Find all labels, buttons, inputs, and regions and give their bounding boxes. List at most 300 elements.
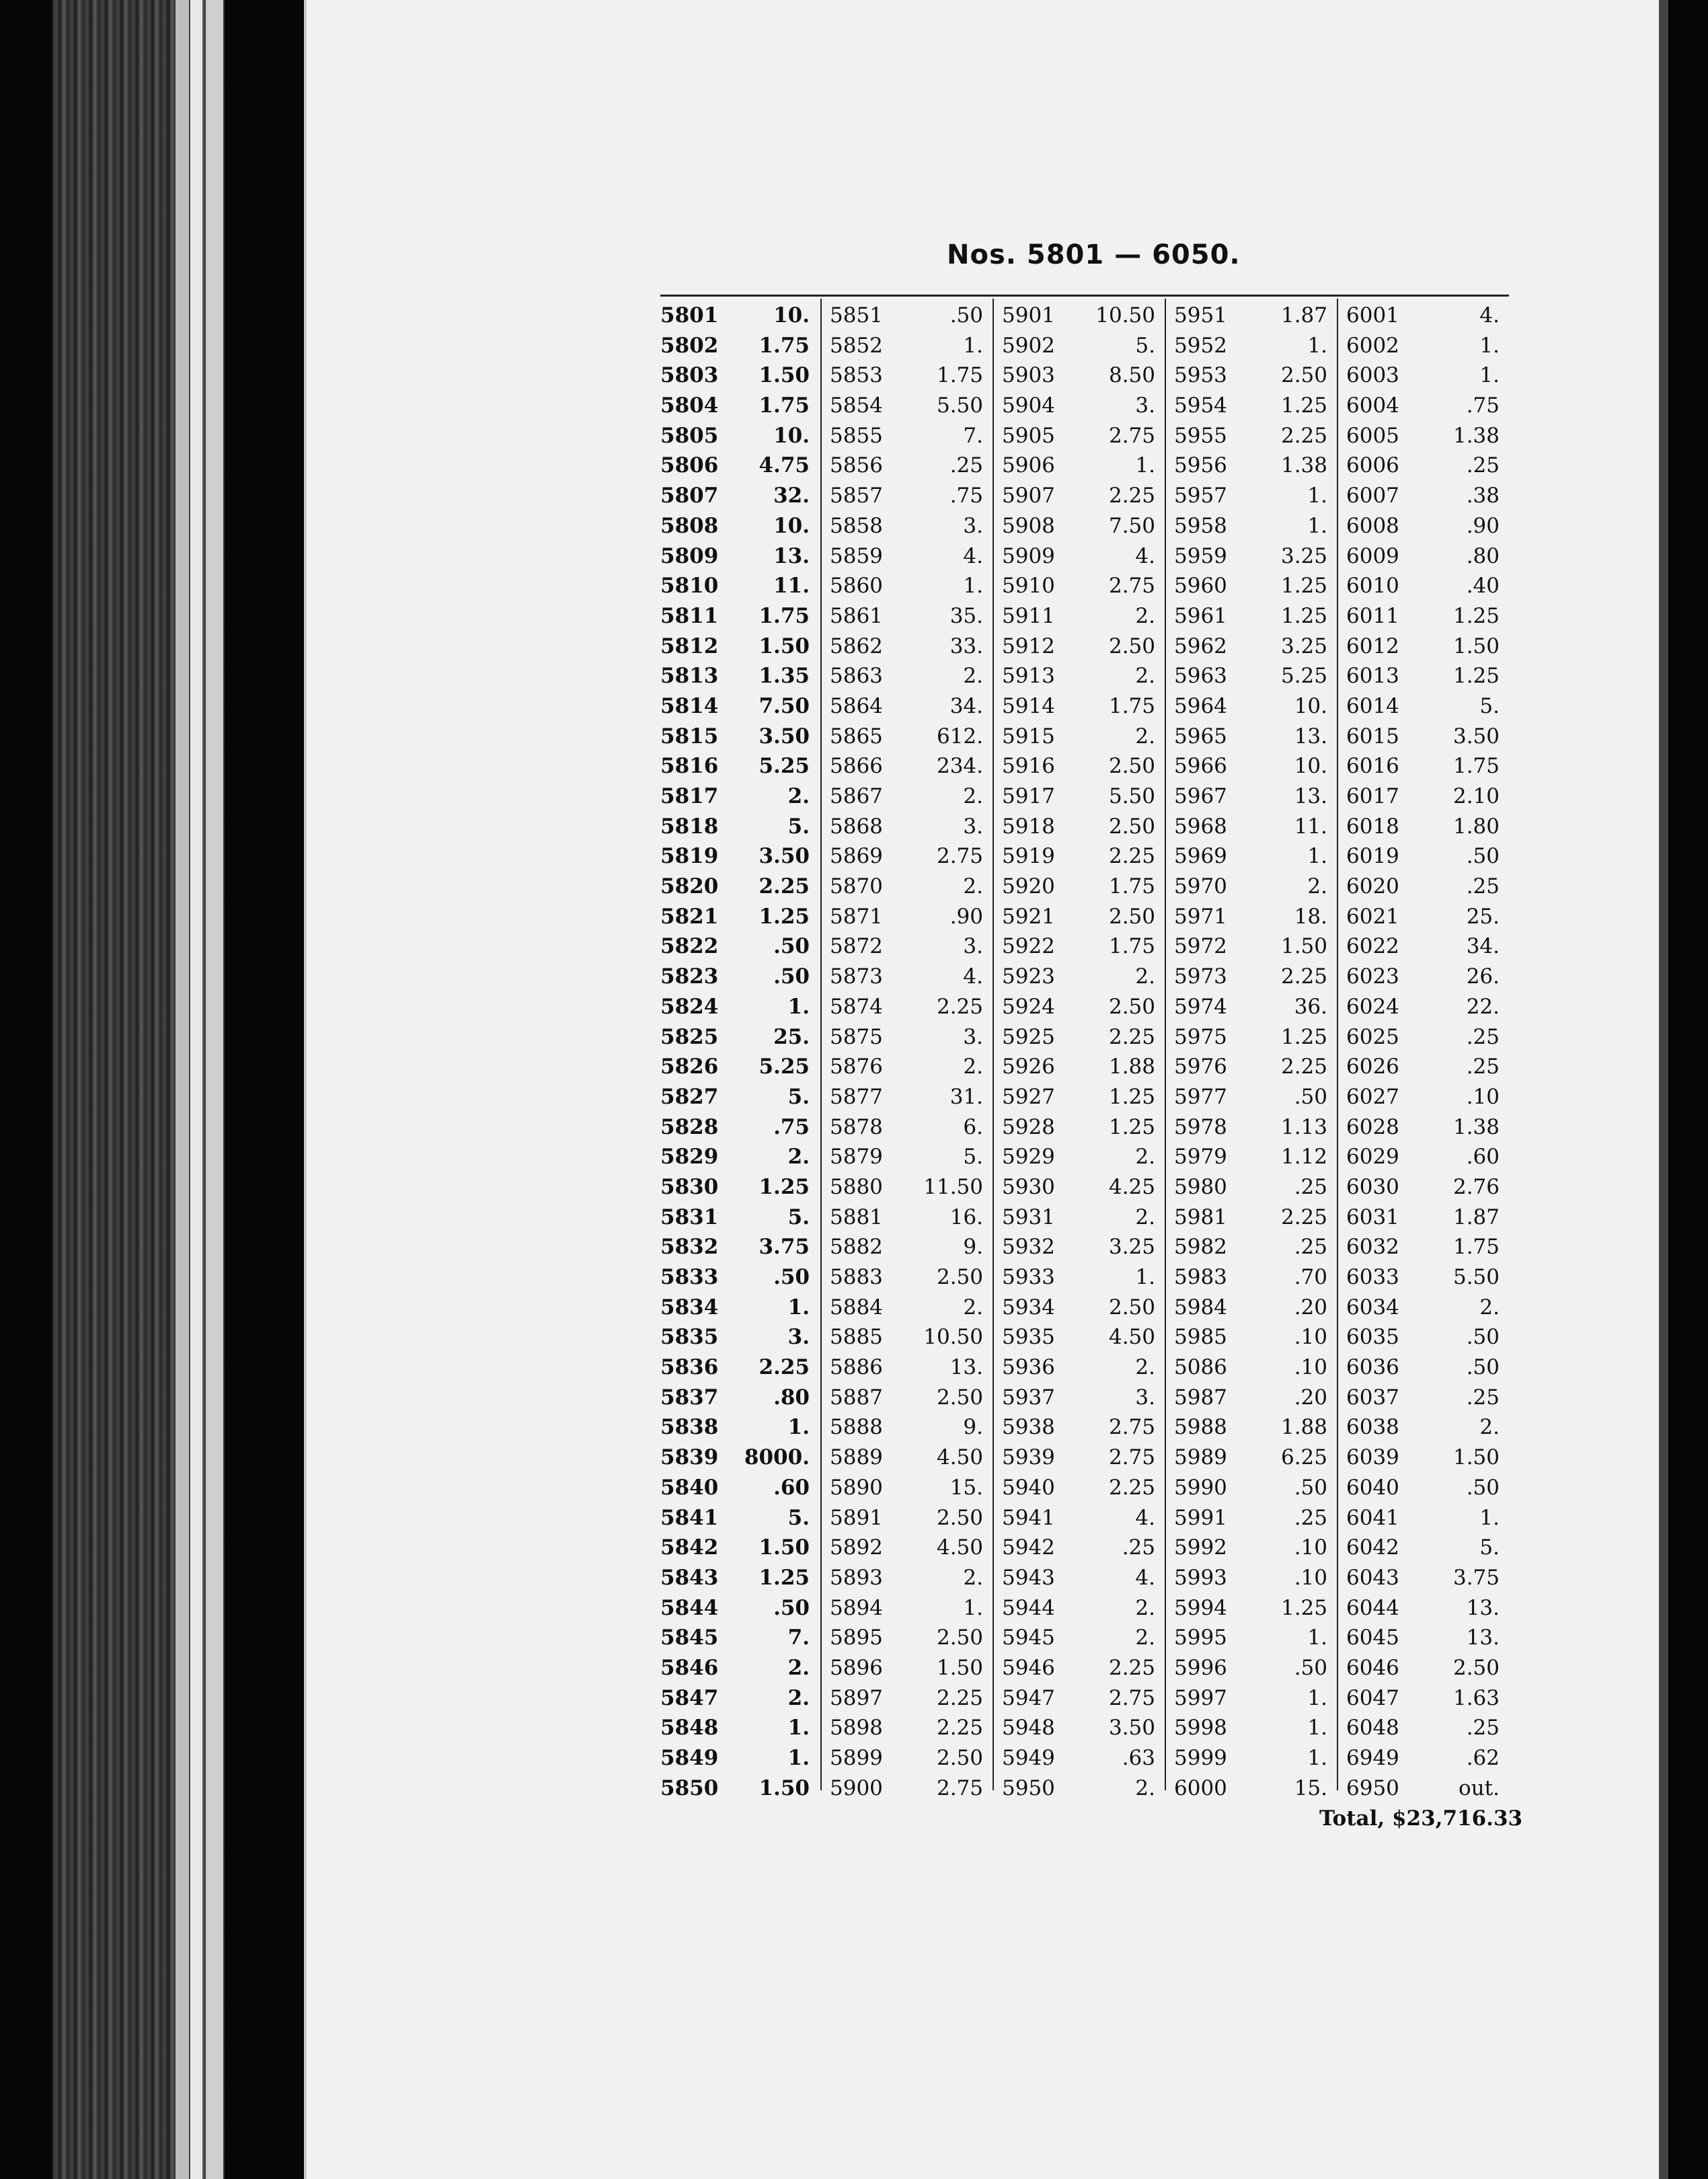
table-row xyxy=(1174,1683,1333,1714)
table-row xyxy=(1002,1563,1161,1593)
table-row xyxy=(660,962,815,992)
table-row xyxy=(1174,1773,1333,1804)
table-row xyxy=(1174,751,1333,781)
entry-number: 5952 xyxy=(1174,333,1227,358)
entry-number: 5871 xyxy=(830,904,883,929)
entry-amount: 2. xyxy=(963,874,983,899)
entry-amount: 2. xyxy=(1135,1145,1155,1170)
entry-amount: 5. xyxy=(1479,1535,1500,1560)
table-row xyxy=(1002,722,1161,752)
entry-amount: 34. xyxy=(1466,934,1500,959)
entry-number: 5860 xyxy=(830,574,883,599)
table-row xyxy=(1346,1412,1505,1443)
table-row xyxy=(660,1713,815,1743)
entry-amount: 2.50 xyxy=(936,1385,983,1410)
entry-number: 5930 xyxy=(1002,1174,1055,1199)
entry-number: 6030 xyxy=(1346,1174,1399,1199)
table-row xyxy=(830,962,988,992)
entry-amount: 3.50 xyxy=(759,724,810,749)
entry-number: 5934 xyxy=(1002,1295,1055,1320)
entry-amount: .25 xyxy=(1466,1716,1500,1741)
table-row xyxy=(1346,902,1505,932)
entry-amount: 1.75 xyxy=(759,333,810,358)
entry-number: 6025 xyxy=(1346,1024,1399,1049)
table-row xyxy=(660,421,815,451)
table-row xyxy=(1002,331,1161,361)
table-row xyxy=(1002,781,1161,812)
table-row xyxy=(1002,661,1161,691)
table-row xyxy=(830,722,988,752)
table-row xyxy=(1346,1082,1505,1112)
entry-amount: 7.50 xyxy=(759,693,810,718)
table-row xyxy=(830,1683,988,1714)
table-row xyxy=(1002,962,1161,992)
entry-number: 5951 xyxy=(1174,303,1227,328)
table-row xyxy=(660,541,815,572)
entry-number: 5876 xyxy=(830,1055,883,1079)
entry-amount: 1. xyxy=(787,994,810,1019)
table-row xyxy=(1002,1142,1161,1172)
table-row xyxy=(660,360,815,391)
entry-amount: 1. xyxy=(1307,333,1327,358)
entry-number: 5842 xyxy=(660,1535,719,1560)
table-row xyxy=(1346,601,1505,632)
entry-amount: 25. xyxy=(773,1024,810,1049)
table-row xyxy=(1346,872,1505,902)
entry-amount: 6. xyxy=(963,1114,983,1139)
entry-number: 5820 xyxy=(660,874,719,899)
entry-number: 5969 xyxy=(1174,844,1227,869)
entry-amount: 1.75 xyxy=(759,393,810,418)
table-row xyxy=(660,1773,815,1804)
entry-amount: 3.75 xyxy=(759,1235,810,1260)
table-row xyxy=(830,1142,988,1172)
entry-amount: 2.25 xyxy=(1280,1055,1327,1079)
entry-number: 6020 xyxy=(1346,874,1399,899)
table-row xyxy=(660,781,815,812)
entry-number: 5804 xyxy=(660,393,719,418)
entry-number: 5852 xyxy=(830,333,883,358)
entry-amount: 1. xyxy=(1479,363,1500,388)
entry-amount: 1. xyxy=(1135,1265,1155,1289)
table-row xyxy=(830,360,988,391)
table-row xyxy=(1002,1503,1161,1533)
entry-number: 5973 xyxy=(1174,964,1227,989)
entry-number: 5900 xyxy=(830,1775,883,1800)
table-row xyxy=(830,541,988,572)
page-edge-strip xyxy=(176,0,189,2179)
entry-amount: .62 xyxy=(1466,1746,1500,1770)
table-row xyxy=(1002,1683,1161,1714)
entry-amount: 5.25 xyxy=(1280,664,1327,689)
entry-number: 5992 xyxy=(1174,1535,1227,1560)
entry-amount: 3.25 xyxy=(1280,543,1327,568)
table-row xyxy=(1002,1022,1161,1053)
table-row xyxy=(830,1443,988,1473)
entry-amount: .50 xyxy=(949,303,983,328)
entry-number: 5989 xyxy=(1174,1445,1227,1470)
entry-amount: 1.25 xyxy=(1280,1595,1327,1620)
entry-number: 5938 xyxy=(1002,1415,1055,1440)
entry-amount: .40 xyxy=(1466,574,1500,599)
table-row xyxy=(1346,691,1505,722)
table-row xyxy=(660,571,815,601)
entry-number: 5863 xyxy=(830,664,883,689)
entry-amount: 2. xyxy=(787,784,810,808)
entry-amount: 9. xyxy=(963,1235,983,1260)
table-row xyxy=(1346,1773,1505,1804)
entry-amount: 2. xyxy=(1135,664,1155,689)
table-row xyxy=(1346,632,1505,662)
entry-amount: 5. xyxy=(1135,333,1155,358)
entry-number: 5802 xyxy=(660,333,719,358)
entry-amount: 1.75 xyxy=(1452,1235,1500,1260)
entry-number: 5819 xyxy=(660,844,719,869)
entry-number: 5872 xyxy=(830,934,883,959)
entry-number: 5925 xyxy=(1002,1024,1055,1049)
table-row xyxy=(1346,421,1505,451)
ledger-column xyxy=(660,301,815,1800)
entry-number: 5920 xyxy=(1002,874,1055,899)
table-row xyxy=(830,601,988,632)
entry-amount: 2. xyxy=(963,1565,983,1590)
table-row xyxy=(1002,1473,1161,1503)
entry-amount: .50 xyxy=(1466,1475,1500,1500)
table-row xyxy=(1002,691,1161,722)
entry-amount: .70 xyxy=(1294,1265,1327,1289)
entry-number: 5961 xyxy=(1174,603,1227,628)
entry-amount: 2.25 xyxy=(1280,423,1327,448)
entry-amount: 2.25 xyxy=(936,1685,983,1710)
entry-amount: 2. xyxy=(1135,1355,1155,1380)
entry-number: 6002 xyxy=(1346,333,1399,358)
table-row xyxy=(1346,1202,1505,1233)
entry-number: 6036 xyxy=(1346,1355,1399,1380)
entry-number: 6012 xyxy=(1346,634,1399,658)
entry-amount: 2. xyxy=(963,1055,983,1079)
entry-number: 5924 xyxy=(1002,994,1055,1019)
entry-number: 5885 xyxy=(830,1325,883,1350)
entry-number: 5926 xyxy=(1002,1055,1055,1079)
entry-amount: 3. xyxy=(963,934,983,959)
entry-amount: 2.25 xyxy=(759,874,810,899)
entry-amount: .10 xyxy=(1294,1565,1327,1590)
entry-number: 5907 xyxy=(1002,484,1055,508)
entry-amount: 5.50 xyxy=(1452,1265,1500,1289)
entry-amount: 1.75 xyxy=(1452,754,1500,779)
entry-number: 5949 xyxy=(1002,1746,1055,1770)
entry-number: 5837 xyxy=(660,1385,719,1410)
entry-amount: 15. xyxy=(949,1475,983,1500)
entry-amount: 1.25 xyxy=(1108,1114,1155,1139)
table-row xyxy=(1174,360,1333,391)
entry-amount: 1.35 xyxy=(759,664,810,689)
table-row xyxy=(660,1202,815,1233)
entry-number: 5847 xyxy=(660,1685,719,1710)
entry-amount: .25 xyxy=(1294,1174,1327,1199)
table-row xyxy=(1174,722,1333,752)
table-row xyxy=(1174,1082,1333,1112)
table-row xyxy=(1002,1352,1161,1383)
column-divider xyxy=(1337,299,1338,1790)
table-row xyxy=(1002,541,1161,572)
entry-number: 6035 xyxy=(1346,1325,1399,1350)
entry-number: 5868 xyxy=(830,814,883,839)
entry-amount: .63 xyxy=(1122,1746,1155,1770)
table-row xyxy=(1346,992,1505,1022)
entry-number: 6034 xyxy=(1346,1295,1399,1320)
table-row xyxy=(660,722,815,752)
entry-number: 5977 xyxy=(1174,1084,1227,1109)
entry-amount: 1.25 xyxy=(1280,393,1327,418)
entry-number: 5805 xyxy=(660,423,719,448)
entry-amount: 5. xyxy=(1479,693,1500,718)
entry-number: 6047 xyxy=(1346,1685,1399,1710)
entry-number: 5975 xyxy=(1174,1024,1227,1049)
entry-number: 5883 xyxy=(830,1265,883,1289)
entry-number: 6015 xyxy=(1346,724,1399,749)
column-divider xyxy=(1165,299,1166,1790)
table-row xyxy=(1346,451,1505,481)
table-row xyxy=(660,1443,815,1473)
entry-amount: .50 xyxy=(1294,1655,1327,1680)
entry-amount: 1.25 xyxy=(759,1565,810,1590)
table-row xyxy=(1174,1713,1333,1743)
entry-amount: 10.50 xyxy=(1095,303,1155,328)
table-row xyxy=(1346,1352,1505,1383)
table-row xyxy=(830,1773,988,1804)
entry-number: 5898 xyxy=(830,1716,883,1741)
table-row xyxy=(1174,421,1333,451)
entry-amount: 2. xyxy=(787,1685,810,1710)
entry-number: 5988 xyxy=(1174,1415,1227,1440)
entry-amount: 1. xyxy=(1307,844,1327,869)
entry-amount: .60 xyxy=(1466,1145,1500,1170)
entry-number: 5828 xyxy=(660,1114,719,1139)
table-row xyxy=(660,1412,815,1443)
entry-number: 5859 xyxy=(830,543,883,568)
table-row xyxy=(830,301,988,331)
table-row xyxy=(1346,391,1505,421)
entry-number: 6005 xyxy=(1346,423,1399,448)
entry-number: 6024 xyxy=(1346,994,1399,1019)
table-row xyxy=(1346,1172,1505,1202)
column-divider xyxy=(820,299,822,1790)
table-row xyxy=(1002,1533,1161,1563)
entry-amount: 16. xyxy=(949,1205,983,1229)
table-row xyxy=(660,1683,815,1714)
entry-number: 5964 xyxy=(1174,693,1227,718)
entry-amount: 10.50 xyxy=(923,1325,983,1350)
entry-number: 6041 xyxy=(1346,1505,1399,1530)
table-row xyxy=(660,931,815,962)
table-row xyxy=(1002,1202,1161,1233)
entry-amount: 1. xyxy=(963,574,983,599)
entry-number: 5086 xyxy=(1174,1355,1227,1380)
table-row xyxy=(1002,421,1161,451)
entry-number: 5997 xyxy=(1174,1685,1227,1710)
entry-number: 6031 xyxy=(1346,1205,1399,1229)
table-row xyxy=(830,902,988,932)
entry-number: 5888 xyxy=(830,1415,883,1440)
table-row xyxy=(1002,1383,1161,1413)
entry-amount: 35. xyxy=(949,603,983,628)
entry-amount: 2.25 xyxy=(1108,1024,1155,1049)
entry-number: 5855 xyxy=(830,423,883,448)
entry-number: 5960 xyxy=(1174,574,1227,599)
entry-amount: 4. xyxy=(1135,1505,1155,1530)
entry-number: 5979 xyxy=(1174,1145,1227,1170)
entry-amount: 31. xyxy=(949,1084,983,1109)
entry-amount: 3. xyxy=(963,814,983,839)
entry-number: 5895 xyxy=(830,1626,883,1650)
table-row xyxy=(1002,872,1161,902)
entry-number: 5894 xyxy=(830,1595,883,1620)
table-row xyxy=(830,1623,988,1653)
entry-number: 5870 xyxy=(830,874,883,899)
table-row xyxy=(1002,1052,1161,1082)
entry-number: 5866 xyxy=(830,754,883,779)
entry-number: 5838 xyxy=(660,1415,719,1440)
entry-number: 5919 xyxy=(1002,844,1055,869)
table-row xyxy=(1346,1322,1505,1352)
table-row xyxy=(1346,931,1505,962)
entry-number: 5823 xyxy=(660,964,719,989)
table-row xyxy=(1346,1743,1505,1773)
table-row xyxy=(1346,1473,1505,1503)
entry-amount: 4. xyxy=(1135,1565,1155,1590)
entry-amount: 10. xyxy=(773,513,810,538)
entry-amount: .60 xyxy=(773,1475,810,1500)
entry-number: 6009 xyxy=(1346,543,1399,568)
table-row xyxy=(830,781,988,812)
entry-amount: 9. xyxy=(963,1415,983,1440)
entry-number: 5886 xyxy=(830,1355,883,1380)
entry-number: 6022 xyxy=(1346,934,1399,959)
entry-amount: .75 xyxy=(949,484,983,508)
ledger-column xyxy=(1174,301,1333,1800)
table-row xyxy=(1346,1112,1505,1143)
entry-amount: 2. xyxy=(787,1655,810,1680)
entry-number: 5878 xyxy=(830,1114,883,1139)
entry-amount: 1.50 xyxy=(759,1775,810,1800)
entry-amount: 1.50 xyxy=(1452,634,1500,658)
entry-number: 5927 xyxy=(1002,1084,1055,1109)
entry-number: 5953 xyxy=(1174,363,1227,388)
entry-amount: 4. xyxy=(963,543,983,568)
table-row xyxy=(660,1052,815,1082)
entry-number: 6033 xyxy=(1346,1265,1399,1289)
table-row xyxy=(1002,1593,1161,1623)
table-row xyxy=(1002,992,1161,1022)
table-row xyxy=(830,451,988,481)
page-edge-strip xyxy=(190,0,202,2179)
table-row xyxy=(830,391,988,421)
table-row xyxy=(660,1352,815,1383)
entry-number: 5865 xyxy=(830,724,883,749)
table-row xyxy=(830,1262,988,1293)
entry-number: 6016 xyxy=(1346,754,1399,779)
entry-number: 5963 xyxy=(1174,664,1227,689)
entry-amount: .25 xyxy=(1466,1385,1500,1410)
table-row xyxy=(660,691,815,722)
table-row xyxy=(660,481,815,511)
entry-number: 5806 xyxy=(660,453,719,478)
entry-amount: 2. xyxy=(1479,1415,1500,1440)
table-row xyxy=(660,391,815,421)
entry-amount: 5.25 xyxy=(759,1055,810,1079)
table-row xyxy=(1002,601,1161,632)
entry-amount: .50 xyxy=(773,1595,810,1620)
entry-amount: 1. xyxy=(1307,484,1327,508)
table-row xyxy=(660,1533,815,1563)
entry-amount: 1.12 xyxy=(1280,1145,1327,1170)
entry-amount: 1.88 xyxy=(1108,1055,1155,1079)
entry-number: 5955 xyxy=(1174,423,1227,448)
entry-number: 5816 xyxy=(660,754,719,779)
entry-number: 5843 xyxy=(660,1565,719,1590)
table-row xyxy=(830,1052,988,1082)
entry-number: 6044 xyxy=(1346,1595,1399,1620)
table-row xyxy=(1346,1142,1505,1172)
entry-amount: 3.75 xyxy=(1452,1565,1500,1590)
entry-amount: 2.25 xyxy=(759,1355,810,1380)
entry-number: 5967 xyxy=(1174,784,1227,808)
entry-amount: .50 xyxy=(773,964,810,989)
table-row xyxy=(1346,1623,1505,1653)
entry-number: 5948 xyxy=(1002,1716,1055,1741)
table-row xyxy=(1346,571,1505,601)
table-row xyxy=(1174,1533,1333,1563)
entry-number: 5935 xyxy=(1002,1325,1055,1350)
entry-amount: 1.25 xyxy=(1452,664,1500,689)
table-row xyxy=(1002,1172,1161,1202)
entry-amount: 1.25 xyxy=(1452,603,1500,628)
entry-number: 6017 xyxy=(1346,784,1399,808)
entry-number: 5897 xyxy=(830,1685,883,1710)
table-row xyxy=(830,931,988,962)
table-row xyxy=(1346,751,1505,781)
table-row xyxy=(1346,1383,1505,1413)
entry-number: 5947 xyxy=(1002,1685,1055,1710)
entry-number: 6043 xyxy=(1346,1565,1399,1590)
entry-number: 6011 xyxy=(1346,603,1399,628)
entry-amount: 1.50 xyxy=(759,1535,810,1560)
entry-amount: 11. xyxy=(773,574,810,599)
table-row xyxy=(1174,1352,1333,1383)
entry-number: 5950 xyxy=(1002,1775,1055,1800)
right-border xyxy=(1659,0,1708,2179)
entry-number: 5916 xyxy=(1002,754,1055,779)
table-row xyxy=(830,1322,988,1352)
table-row xyxy=(830,1743,988,1773)
entry-number: 5921 xyxy=(1002,904,1055,929)
entry-number: 5873 xyxy=(830,964,883,989)
table-row xyxy=(1002,1082,1161,1112)
entry-amount: 4.50 xyxy=(936,1535,983,1560)
entry-number: 5928 xyxy=(1002,1114,1055,1139)
entry-number: 5836 xyxy=(660,1355,719,1380)
entry-number: 5882 xyxy=(830,1235,883,1260)
entry-amount: 10. xyxy=(1294,754,1327,779)
table-row xyxy=(660,601,815,632)
entry-number: 5976 xyxy=(1174,1055,1227,1079)
entry-number: 5909 xyxy=(1002,543,1055,568)
entry-number: 5833 xyxy=(660,1265,719,1289)
entry-amount: 2.50 xyxy=(936,1746,983,1770)
entry-amount: 5. xyxy=(787,814,810,839)
entry-number: 5995 xyxy=(1174,1626,1227,1650)
